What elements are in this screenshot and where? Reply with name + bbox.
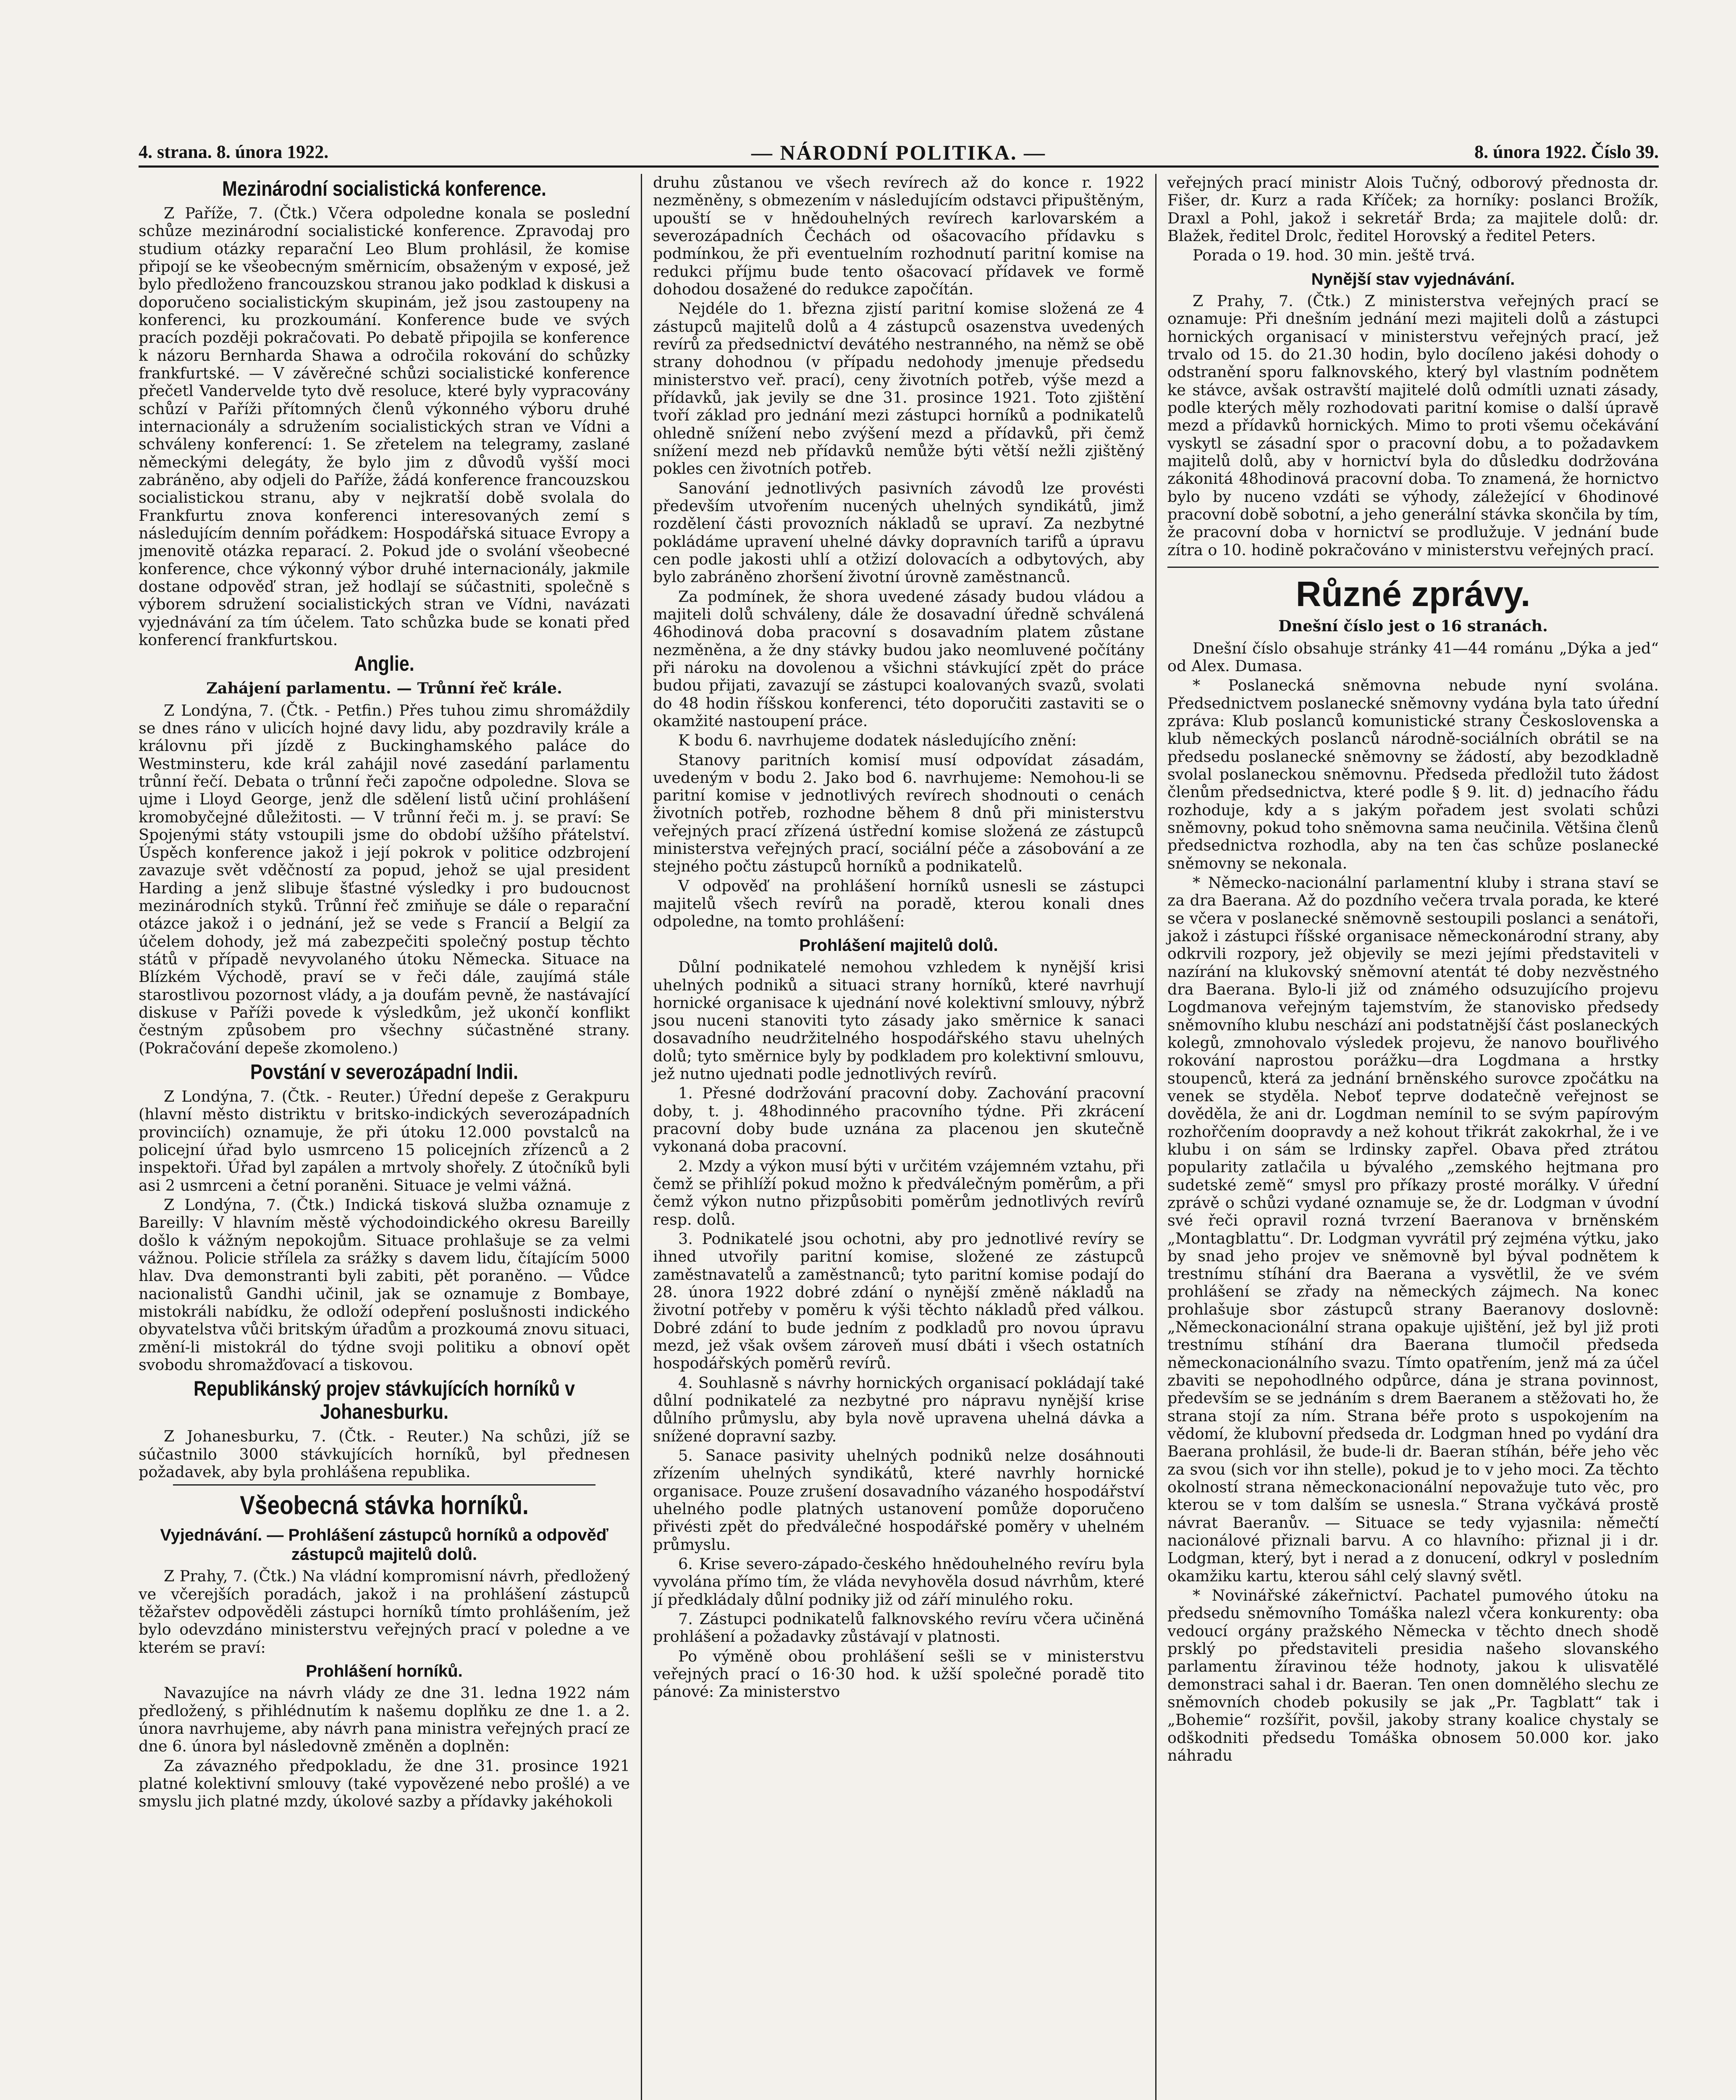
masthead-title: — NÁRODNÍ POLITIKA. — [751,141,1046,164]
subheadline-miners-declaration: Prohlášení horníků. [306,1662,463,1680]
article-paragraph: * Německo-nacionální parlamentní kluby i strana staví se za dra Baerana. Až do pozdního večera trvala porada, ke které se včera v poslanecké sněmovně sestoupili poslanci a senátoři, jakož i zástupci říšské organisace německonárodní strany, aby odkrvili rozpory, jež objevily se mezi jejími představiteli v nazírání na klukovský sněmovní atentát té doby nezvěstného dra Baerana. Bylo-li již od známého odsuzujícího projevu Logdmanova veřejným tajemstvím, že stanovisko předsedy sněmovního klubu neschází ani podstatnější část poslaneckých kolegů, zmnohovalo výsledek projevu, že nanovo bouřlivého rokování naprostou porážku—dra Logdmana a hrstky stoupenců, která za jednání brněnského surovce zpočátku na venek se styděla. Neboť teprve dodatečně veřejnost se dověděla, že ani dr. Logdman nemínil to se svým papírovým rozhořčením doopravdy a než kohout třikrát zakokrhal, že i ve klubu i on sám se lrdinsky zapřel. Obava před ztrátou popularity zatlačila u bývalého „zemského hejtmana pro sudetské země“ smysl pro příkazy prosté morálky. V úřední zprávě o schůzi vydané oznamuje se, že dr. Lodgman v úvodní své řeči opravil rozná tvrzení Baeranova v brněnském „Montagblattu“. Dr. Lodgman vyvrátil prý zejména výtku, jako by snad jeho projev ve sněmovně byl býval podnětem k trestnímu stíhání dra Baerana a vysvětlil, že ve svém prohlášení se zřady na německých zájmech. Na konec prohlašuje sbor zástupců strany Baeranovy doslovně: „Německonacionální strana opakuje ujištění, jež byl již proti trestnímu stíhání dra Baerana tlumočil předseda německonacionálního svazu. Tímto opatřením, jenž má za účel zbaviti se nepohodlného odpůrce, dána je strana povinnost, především se se jednáním s drem Baeranem a stěžovati ho, že strana stojí za ním. Strana béře proto s uspokojením na vědomí, že klubovní předseda dr. Lodgman hned po vydání dra Baerana prohlásil, že bude-li dr. Baeran stíhán, béře jeho věc za svou (sich vor ihn stelle), pokud je to v jeho moci. Za těchto okolností strana německonacionální nepovažuje tuto věc, pro kterou se v tom dalším se usnesla.“ Strana vyčkává prostě návrat Baeranův. — Situace se tedy vyjasnila: němečtí nacionálové přiznali barvu. A co hlavního: přiznal ji i dr. Lodgman, který, byt i nerad a z donucení, odkryl v posledním okamžiku kartu, kterou sáhl celý slavný světl. [1167,873,1659,1585]
article-paragraph: 6. Krise severo-západo-českého hnědouhelného revíru byla vyvolána přímo tím, že vláda nevyhověla dosud návrhům, které jí předkládaly důlní podniky již od září minulého roku. [653,1555,1144,1609]
newspaper-page [139,139,1659,2100]
subheadline-negotiations: Vyjednávání. — Prohlášení zástupců horníků a odpověď zástupců majitelů dolů. [160,1525,608,1564]
article-paragraph: druhu zůstanou ve všech revírech až do konce r. 1922 nezměněny, s obmezením v následujícím odstavci připuštěným, upouští se v hnědouhelných revírech karlovarském a severozápadních Čechách od ošacovacího přídavku s podmínkou, že při eventuelním rozhodnutí paritní komise na redukci příjmu bude tento ošacovací přídavek ve formě dohodou dosažené do redukce započítán. [653,174,1144,298]
article-paragraph: Z Johanesburku, 7. (Čtk. - Reuter.) Na schůzi, jíž se súčastnilo 3000 stávkujících horníků, byl přednesen požadavek, aby byla prohlášena republika. [139,1427,630,1481]
article-paragraph: Z Prahy, 7. (Čtk.) Na vládní kompromisní návrh, předložený ve včerejších poradách, jakož i na prohlášení zástupců těžařstev odpověděli zástupci horníků tímto prohlášením, jež bylo odevzdáno ministerstvu veřejných prací v poledne a ve kterém se praví: [139,1567,630,1656]
article-paragraph: 3. Podnikatelé jsou ochotni, aby pro jednotlivé revíry se ihned utvořily paritní komise, složené ze zástupců zaměstnavatelů a zaměstnanců; tyto paritní komise podají do 28. února 1922 dobré zdání o nynější změně nákladů na životní potřeby v poměru k výši těchto nákladů před válkou. Dobré zdání to bude jedním z podkladů pro novou úpravu mezd, jež však ovšem zároveň musí dbáti i všech ostatních hospodářských poměrů revírů. [653,1230,1144,1373]
article-paragraph: 7. Zástupci podnikatelů falknovského revíru včera učiněná prohlášení a požadavky zůstávají v platnosti. [653,1609,1144,1646]
notice-page-count: Dnešní číslo jest o 16 stranách. [1278,617,1548,635]
article-paragraph: 2. Mzdy a výkon musí býti v určitém vzájemném vztahu, při čemž se přihlíží pokud možno k předválečným poměrům, a při čemž výkon nutno přizpůsobiti poměrům jednotlivých revírů resp. dolů. [653,1157,1144,1228]
subheadline-current-state: Nynější stav vyjednávání. [1311,270,1515,289]
article-paragraph: 5. Sanace pasivity uhelných podniků nelze dosáhnouti zřízením uhelných syndikátů, které navrhly hornické organisace. Pouze zrušení dosavadního vázaného hospodářství uhelného podle platných ustanovení pomůže doporučeno přivésti zpět do předválečné hospodářské poměry v uhelném průmyslu. [653,1446,1144,1554]
running-head [139,139,1659,168]
article-paragraph: 4. Souhlasně s návrhy hornických organisací pokládají také důlní podnikatelé za nezbytné pro nápravu nynější krise důlního průmyslu, aby byla nově upravena uhelná dávka a snížené dopravní sazby. [653,1373,1144,1445]
headline-johannesburg: Republikánský projev stávkujících horníků v Johanesburku. [193,1377,575,1424]
article-paragraph: Z Paříže, 7. (Čtk.) Včera odpoledne konala se poslední schůze mezinárodní socialistické konference. Zpravodaj pro studium otázky reparační Leo Blum prohlásil, že komise připojí se ke všeobecným směrnicím, obsaženým v exposé, jež bylo předloženo francouzskou stranou jako podklad k diskusi a doporučeno socialistickým skupinám, jež jsou zastoupeny na konferenci, ku prozkoumání. Konference bude ve svých pracích později pokračovati. Po debatě připojila se konference k názoru Bernharda Shawa a odročila rokování do schůzky frankfurtské. — V závěrečné schůzi socialistické konference přečetl Vandervelde tyto dvě resoluce, které byly vypracovány schůzí v Paříži přítomných členů výkonného výboru druhé internacionály a sdružením socialistických stran ve Vídni a schváleny konferencí: 1. Se zřetelem na telegramy, zaslané německými delegáty, že bylo jim z důvodů vyšší moci zabráněno, aby odjeli do Paříže, žádá konference francouzskou socialistickou stranu, aby v nejkratší době svolala do Frankfurtu znova konferenci interesovaných zemí s následujícím denním pořádkem: Hospodářská situace Evropy a jmenovitě otázka reparací. 2. Pokud jde o svolání všeobecné konference, chce výkonný výbor druhé internacionály, jakmile dostane odpověď stran, jež hodlají se súčastniti, společně s výborem sdružení socialistických stran ve Vídni, navázati vyjednávání za tím účelem. Tato schůzka bude se konati před konferencí frankfurtskou. [139,204,630,649]
headline-socialist-conference: Mezinárodní socialistická konference. [222,177,546,200]
article-paragraph: Porada o 19. hod. 30 min. ještě trvá. [1193,246,1475,265]
article-paragraph: * Novinářské zákeřnictví. Pachatel pumového útoku na předsedu sněmovního Tomáška nalezl včera konkurenty: oba vedoucí orgány pražského Německa v těchto dnech shodě prsklý po představiteli presidia našeho slovanského parlamentu žíravinou téže hodnoty, jakou k ulisvatělé demonstraci sahal i dr. Baeran. Ten onen domnělého slechu ze sněmovních chodeb pokusily se jak „Pr. Tagblatt“ tak i „Bohemie“ rozšířit, povšil, jakoby strany koalice chystaly se odškodniti předsedu Tomáška obnosem 50.000 kor. jako náhradu [1167,1586,1659,1765]
article-paragraph: * Poslanecká sněmovna nebude nyní svolána. Předsednictvem poslanecké sněmovny vydána byla tato úřední zpráva: Klub poslanců komunistické strany Československa a klub německých poslanců národně-sociálních obrátil se na předsedu poslanecké sněmovny se žádostí, aby bezodkladně svolal poslaneckou sněmovnu. Předseda předložil tuto žádost členům předsednictva, které podle § 9. lit. d) jednacího řádu rozhoduje, kdy a s jakým pořadem jest svolati schůzi sněmovny, pokud toho sněmovna sama neučinila. Většina členů předsednictva rozhodla, aby na ten čas schůze poslanecké sněmovny se nekonala. [1167,676,1659,872]
article-paragraph: 1. Přesné dodržování pracovní doby. Zachování pracovní doby, t. j. 48hodinného pracovního týdne. Při zkrácení pracovní doby bude uznána za placenou jen skutečně vykonaná doba pracovní. [653,1084,1144,1156]
subheadline-parliament: Zahájení parlamentu. — Trůnní řeč krále. [206,679,562,698]
article-paragraph: Z Londýna, 7. (Čtk. - Petfin.) Přes tuhou zimu shromáždily se dnes ráno v ulicích hojné davy lidu, aby pozdravily krále a královnu při jízdě z Buckinghamského paláce do Westminsteru, kde král zahájil nové zasedání parlamentu trůnní řečí. Debata o trůnní řeči započne odpoledne. Slova se ujme i Lloyd George, jenž dle sdělení listů učiní prohlášení kromobyčejné důležitosti. — V trůnní řeči m. j. se praví: Se Spojenými státy vstoupili jsme do období užšího přátelství. Úspěch konference jakož i její pokrok v politice odzbrojení zavazuje svět vděčností za popud, jehož se ujal president Harding a jenž slibuje šťastné výsledky i pro budoucnost mezinárodních styků. Trůnní řeč zmiňuje se dále o reparační otázce jakož i o jednání, jež se vede s Francií a Belgií za účelem dohody, jež má zabezpečiti společný postup těchto států v případě nevyvolaného útoku Německa. Situace na Blízkém Východě, praví se v řeči dále, zaujímá stále starostlivou pozornost vlády, a ja doufám pevně, že nastávající diskuse v Paříži povede k výsledkům, jež ukončí konflikt čestným způsobem pro všechny súčastněné strany. (Pokračování depeše zkomoleno.) [139,701,630,1057]
columns [139,174,1659,2100]
page-number-date: 4. strana. 8. února 1922. [139,142,329,162]
article-paragraph: Sanování jednotlivých pasivních závodů lze provésti především utvořením nucených uhelných syndikátů, jimž rozdělení části provozních nákladů se upraví. Za nezbytné pokládáme upravení uhelné dávky dopravních tarifů a úpravu cen podle jakosti uhlí a otžizí dolovacích a odbytových, aby bylo zabráněno zhoršení životní úrovně zaměstnanců. [653,479,1144,586]
article-paragraph: Důlní podnikatelé nemohou vzhledem k nynější krisi uhelných podniků a situaci strany horníků, které navrhují hornické organisace k ujednání nové kolektivní smlouvy, nýbrž jsou nuceni stanoviti tyto zásady jako směrnice k sanaci dosavadního neudržitelného hospodářského stavu uhelných dolů; tyto směrnice byly by podkladem pro kolektivní smlouvu, jež nutno ujednati podle jednotlivých revírů. [653,958,1144,1083]
headline-india-uprising: Povstání v severozápadní Indii. [250,1060,519,1084]
article-paragraph: Navazujíce na návrh vlády ze dne 31. ledna 1922 nám předložený, s přihlédnutím k našemu doplňku ze dne 1. a 2. února navrhujeme, aby návrh pana ministra veřejných prací ze dne 6. února byl následovně změněn a doplněn: [139,1684,630,1756]
date-issue-number: 8. února 1922. Číslo 39. [1474,142,1659,162]
column-1 [139,174,641,2100]
article-paragraph: Za podmínek, že shora uvedené zásady budou vládou a majiteli dolů schváleny, dále že dosavadní úředně schválená 46hodinová doba pracovní s dosavadním platem zůstane nezměněna, a že dny stávky budou jako neomluvené počítány při nároku na dovolenou a všichni stávkující zpět do práce budou přijati, zavazují se zástupci koalovaných svazů, svolati do 48 hodin říšskou konferenci, této doporučiti zastaviti se o okamžité nastoupení práce. [653,587,1144,730]
subheadline-owners-declaration: Prohlášení majitelů dolů. [799,936,998,955]
column-3 [1155,174,1659,2100]
article-paragraph: Po výměně obou prohlášení sešli se v ministerstvu veřejných prací o 16·30 hod. k užší společné poradě tito pánové: Za ministerstvo [653,1647,1144,1701]
article-paragraph: Dnešní číslo obsahuje stránky 41—44 románu „Dýka a jed“ od Alex. Dumasa. [1167,639,1659,675]
headline-general-strike: Všeobecná stávka horníků. [173,1484,595,1520]
article-paragraph: Z Londýna, 7. (Čtk.) Indická tisková služba oznamuje z Bareilly: V hlavním městě východoindického okresu Bareilly došlo k vážným nepokojům. Situace prohlašuje se za velmi vážnou. Policie střílela za srážky s davem lidu, čítajícím 5000 hlav. Dva demonstranti byli zabiti, pět poraněno. — Vůdce nacionalistů Gandhi učinil, jak se oznamuje z Bombaye, mistokráli nabídku, že odloží odepření poslušnosti indického obyvatelstva vůči britským úřadům a prozkoumá znovu situaci, změní-li mistokrál do týdne svoji politiku a obnoví opět svobodu shromažďovací a tiskovou. [139,1196,630,1374]
article-paragraph: veřejných prací ministr Alois Tučný, odborový přednosta dr. Fišer, dr. Kurz a rada Kříček; za horníky: poslanci Brožík, Draxl a Pohl, jakož i sekretář Brda; za majitele dolů: dr. Blažek, ředitel Drolc, ředitel Horovský a ředitel Peters. [1167,174,1659,245]
headline-anglie: Anglie. [354,652,414,676]
article-paragraph: Z Prahy, 7. (Čtk.) Z ministerstva veřejných prací se oznamuje: Při dnešním jednání mezi majiteli dolů a zástupci hornických organisací v ministerstvu veřejných prací, jež trvalo od 15. do 21.30 hodin, bylo docíleno jakési dohody o odstranění sporu falknovského, který byl vlastním podnětem ke stávce, avšak ostravští majitelé dolů odmítli uznati zásady, podle kterých měly rozhodovati paritní komise o další úpravě mezd a přídavků hornických. Mimo to proti všemu očekávání vyskytl se zásadní spor o pracovní dobu, a to požadavkem majitelů dolů, aby v hornictví byla do důsledku dodržována zákonitá 48hodinová pracovní doba. To znamená, že hornictvo bylo by nuceno vzdáti se výhody, záležející v 6hodinové pracovní době sobotní, a jeho generální stávka skončila by tím, že pracovní doba v hornictví se prodlužuje. V jednání bude zítra o 10. hodině pokračováno v ministerstvu veřejných prací. [1167,292,1659,559]
article-paragraph: V odpověď na prohlášení horníků usnesli se zástupci majitelů všech revírů na poradě, kterou konali dnes odpoledne, na tomto prohlášení: [653,877,1144,931]
article-paragraph: Nejdéle do 1. března zjistí paritní komise složená ze 4 zástupců majitelů dolů a 4 zástupců osazenstva uvedených revírů za předsednictví devátého nestranného, na němž se obě strany dohodnou (v případu nedohody jmenuje předsedu ministerstvo veř. prací), ceny životních potřeb, výše mezd a přídavků, jak jevily se dne 31. prosince 1921. Toto zjištění tvoří základ pro jednání mezi zástupci horníků a podnikatelů ohledně snížení nebo zvýšení mezd a přídavků, při čemž snížení mezd neb přídavků nemůže býti větší nežli zjištěný pokles cen životních potřeb. [653,299,1144,478]
article-paragraph: Z Londýna, 7. (Čtk. - Reuter.) Úřední depeše z Gerakpuru (hlavní město distriktu v britsko-indických severozápadních provinciích) oznamuje, že při útoku 12.000 povstalců na policejní úřad bylo usmrceno 15 policejních zřízenců a 2 inspektoři. Úřad byl zapálen a mrtvoly shořely. Z útočníků byli asi 2 usmrceni a četní poraněni. Situace je velmi vážná. [139,1087,630,1194]
article-paragraph: K bodu 6. navrhujeme dodatek následujícího znění: [678,731,1077,750]
column-2 [641,174,1155,2100]
section-heading-various-news: Různé zprávy. [1167,567,1659,613]
article-paragraph: Za závazného předpokladu, že dne 31. prosince 1921 platné kolektivní smlouvy (také vypovězené nebo prošlé) a ve smyslu jich platné mzdy, úkolové sazby a přídavky jakéhokoli [139,1756,630,1811]
article-paragraph: Stanovy paritních komisí musí odpovídat zásadám, uvedeným v bodu 2. Jako bod 6. navrhujeme: Nemohou-li se paritní komise v jednotlivých revírech shodnouti o cenách životních potřeb, rozhodne během 8 dnů při ministerstvu veřejných prací zřízená ústřední komise složená ze zástupců ministerstva veřejných prací, sociální péče a zásobování a ze stejného počtu zástupců horníků a podnikatelů. [653,751,1144,876]
